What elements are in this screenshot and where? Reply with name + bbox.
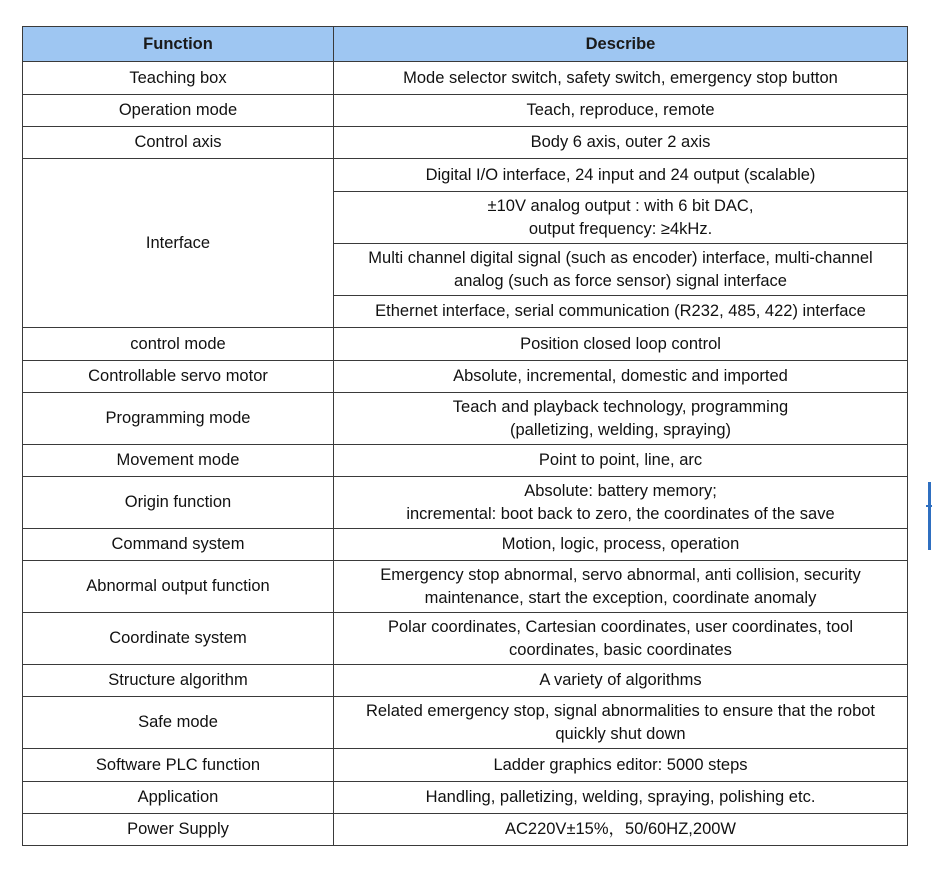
function-cell: Operation mode bbox=[23, 95, 334, 127]
function-cell: Application bbox=[23, 782, 334, 814]
table-row bbox=[23, 328, 908, 361]
function-cell: Coordinate system bbox=[23, 613, 334, 665]
describe-cell: Ethernet interface, serial communication (R232, 485, 422) interface bbox=[334, 296, 908, 328]
describe-cell: Absolute, incremental, domestic and imported bbox=[334, 361, 908, 393]
table-row bbox=[23, 749, 908, 782]
describe-cell: Absolute: battery memory; incremental: boot back to zero, the coordinates of the save bbox=[334, 477, 908, 529]
describe-cell: Related emergency stop, signal abnormalities to ensure that the robot quickly shut down bbox=[334, 697, 908, 749]
describe-cell: Handling, palletizing, welding, spraying, polishing etc. bbox=[334, 782, 908, 814]
table-row bbox=[23, 95, 908, 127]
table-row bbox=[23, 665, 908, 697]
table-row bbox=[23, 127, 908, 159]
function-cell: Structure algorithm bbox=[23, 665, 334, 697]
table-row bbox=[23, 697, 908, 749]
table-row bbox=[23, 361, 908, 393]
table-row bbox=[23, 782, 908, 814]
table-row bbox=[23, 529, 908, 561]
describe-cell: Emergency stop abnormal, servo abnormal, anti collision, security maintenance, start the exception, coordinate anomaly bbox=[334, 561, 908, 613]
describe-cell: Motion, logic, process, operation bbox=[334, 529, 908, 561]
function-cell: Control axis bbox=[23, 127, 334, 159]
describe-cell: Teach and playback technology, programming (palletizing, welding, spraying) bbox=[334, 393, 908, 445]
table-row bbox=[23, 393, 908, 445]
describe-cell: AC220V±15%，50/60HZ,200W bbox=[334, 814, 908, 846]
function-cell: Controllable servo motor bbox=[23, 361, 334, 393]
function-cell: control mode bbox=[23, 328, 334, 361]
function-cell: Safe mode bbox=[23, 697, 334, 749]
edge-divider-tick bbox=[926, 505, 932, 507]
function-cell: Power Supply bbox=[23, 814, 334, 846]
describe-cell: A variety of algorithms bbox=[334, 665, 908, 697]
header-row bbox=[23, 27, 908, 62]
edge-divider-mark bbox=[928, 482, 931, 550]
function-cell: Software PLC function bbox=[23, 749, 334, 782]
describe-cell: Digital I/O interface, 24 input and 24 output (scalable) bbox=[334, 159, 908, 192]
describe-cell: Multi channel digital signal (such as encoder) interface, multi-channel analog (such as force sensor) signal interface bbox=[334, 244, 908, 296]
describe-cell: Mode selector switch, safety switch, emergency stop button bbox=[334, 62, 908, 95]
header-function: Function bbox=[23, 27, 334, 62]
table-row bbox=[23, 814, 908, 846]
describe-cell: Body 6 axis, outer 2 axis bbox=[334, 127, 908, 159]
describe-cell: Ladder graphics editor: 5000 steps bbox=[334, 749, 908, 782]
function-cell: Movement mode bbox=[23, 445, 334, 477]
function-cell: Abnormal output function bbox=[23, 561, 334, 613]
table-row bbox=[23, 445, 908, 477]
describe-cell: Position closed loop control bbox=[334, 328, 908, 361]
table-row bbox=[23, 159, 908, 192]
table-row bbox=[23, 613, 908, 665]
describe-cell: Teach, reproduce, remote bbox=[334, 95, 908, 127]
describe-cell: ±10V analog output : with 6 bit DAC, output frequency: ≥4kHz. bbox=[334, 192, 908, 244]
table-row bbox=[23, 561, 908, 613]
function-cell: Teaching box bbox=[23, 62, 334, 95]
header-describe: Describe bbox=[334, 27, 908, 62]
table-row bbox=[23, 477, 908, 529]
function-cell: Origin function bbox=[23, 477, 334, 529]
function-cell: Programming mode bbox=[23, 393, 334, 445]
spec-table bbox=[22, 26, 908, 846]
describe-cell: Point to point, line, arc bbox=[334, 445, 908, 477]
function-cell: Interface bbox=[23, 159, 334, 328]
table-row bbox=[23, 62, 908, 95]
function-cell: Command system bbox=[23, 529, 334, 561]
describe-cell: Polar coordinates, Cartesian coordinates, user coordinates, tool coordinates, basic coordinates bbox=[334, 613, 908, 665]
